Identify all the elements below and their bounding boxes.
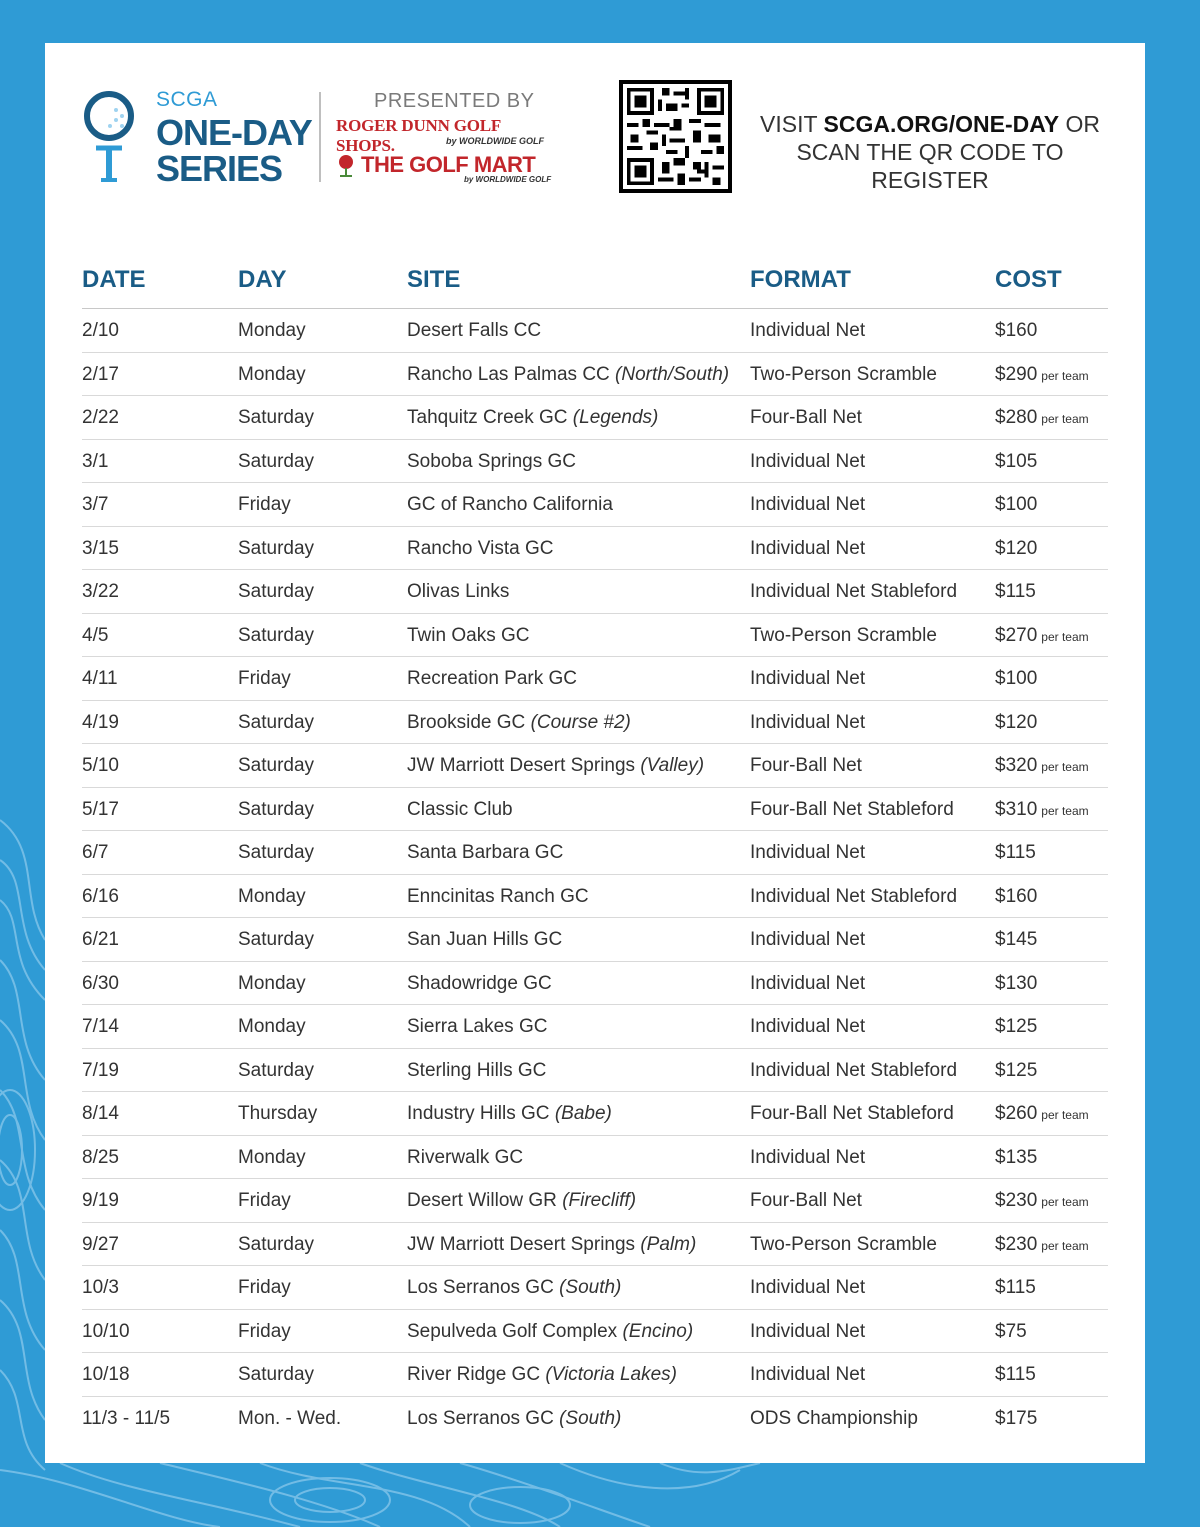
site-course: (Firecliff): [562, 1190, 637, 1211]
site-name: San Juan Hills GC: [407, 929, 563, 950]
cell-site: [407, 581, 509, 603]
cost-value: $230: [995, 1190, 1038, 1211]
cell-cost: [995, 1016, 1037, 1038]
table-row: [82, 1136, 1108, 1180]
cell-day: Saturday: [238, 450, 315, 472]
register-url-link[interactable]: SCGA.ORG/ONE-DAY: [823, 111, 1060, 137]
site-name: Sterling Hills GC: [407, 1059, 547, 1081]
header-format: FORMAT: [750, 266, 851, 293]
cell-site: [407, 1060, 546, 1082]
cost-value: $125: [995, 1016, 1038, 1037]
cost-value: $130: [995, 972, 1038, 994]
site-course: (Babe): [554, 1103, 612, 1124]
cell-site: [407, 1016, 547, 1038]
cell-day: Friday: [238, 494, 291, 515]
cell-site: [407, 538, 553, 560]
site-name: JW Marriott Desert Springs: [407, 1233, 636, 1255]
cell-date: 6/30: [82, 972, 119, 994]
table-row: [82, 483, 1108, 527]
site-name: Enncinitas Ranch GC: [407, 885, 589, 907]
table-row: [82, 1092, 1108, 1136]
cell-cost: [995, 929, 1037, 951]
cell-cost: [995, 842, 1036, 864]
cell-site: [407, 1103, 612, 1125]
table-row: [82, 1179, 1108, 1223]
site-name: Sierra Lakes GC: [407, 1016, 548, 1037]
cell-day: Friday: [238, 668, 291, 689]
cell-site: [407, 755, 704, 777]
site-course: (Valley): [640, 755, 705, 776]
cell-format: Individual Net Stableford: [750, 581, 958, 602]
cell-site: [407, 451, 576, 473]
cell-day: Friday: [238, 1190, 291, 1211]
cell-day: Mon. - Wed.: [238, 1407, 342, 1429]
register-line-1: [745, 110, 1115, 138]
cell-day: Monday: [238, 1016, 306, 1037]
table-row: [82, 962, 1108, 1006]
cell-cost: [995, 538, 1037, 560]
cell-cost: [995, 1060, 1037, 1082]
cell-date: 2/22: [82, 407, 119, 428]
cost-value: $310: [995, 798, 1038, 820]
table-row: [82, 1310, 1108, 1354]
cell-cost: [995, 1190, 1089, 1212]
site-name: Shadowridge GC: [407, 972, 552, 994]
cell-date: 9/27: [82, 1233, 119, 1255]
logo-scga-text: SCGA: [156, 88, 218, 111]
table-row: [82, 353, 1108, 397]
table-row: [82, 1353, 1108, 1397]
cell-format: Individual Net: [750, 1277, 866, 1298]
cell-format: Two-Person Scramble: [750, 1233, 937, 1255]
site-name: Brookside GC: [407, 711, 526, 733]
logo-series-text: SERIES: [156, 148, 283, 189]
schedule-table: [82, 262, 1108, 1439]
cell-format: Individual Net: [750, 929, 866, 950]
cost-value: $145: [995, 929, 1038, 950]
cell-date: 4/19: [82, 711, 119, 733]
table-row: [82, 614, 1108, 658]
register-qr-code[interactable]: [619, 80, 732, 193]
cell-day: Saturday: [238, 1364, 315, 1385]
cost-value: $115: [995, 581, 1036, 602]
cell-cost: [995, 320, 1037, 342]
cell-day: Monday: [238, 320, 306, 341]
site-name: Santa Barbara GC: [407, 842, 564, 863]
cell-cost: [995, 407, 1089, 429]
cell-day: Saturday: [238, 407, 315, 428]
cost-value: $320: [995, 755, 1038, 776]
table-row: [82, 701, 1108, 745]
cell-format: Individual Net: [750, 494, 866, 515]
site-course: (Course #2): [530, 711, 631, 733]
table-row: [82, 570, 1108, 614]
cell-day: Saturday: [238, 929, 315, 950]
cell-format: Individual Net Stableford: [750, 1059, 958, 1081]
scga-one-day-logo: [82, 86, 322, 189]
site-name: Riverwalk GC: [407, 1146, 524, 1168]
cell-day: Saturday: [238, 755, 315, 776]
table-row: [82, 918, 1108, 962]
site-course: (Palm): [640, 1233, 697, 1255]
per-team-label: per team: [1041, 412, 1089, 426]
cell-site: [407, 364, 729, 386]
cell-cost: [995, 1103, 1089, 1125]
golf-mart-flag-icon: [336, 154, 356, 178]
cell-format: Individual Net: [750, 1146, 866, 1168]
cost-value: $115: [995, 1364, 1036, 1385]
cell-date: 5/17: [82, 798, 119, 820]
site-name: Los Serranos GC: [407, 1407, 554, 1429]
cell-day: Monday: [238, 885, 306, 907]
register-instructions: [745, 110, 1115, 194]
cost-value: $120: [995, 537, 1038, 559]
cell-date: 10/18: [82, 1364, 130, 1385]
site-name: River Ridge GC: [407, 1364, 541, 1385]
cell-day: Saturday: [238, 842, 315, 863]
cell-day: Monday: [238, 363, 306, 385]
cell-cost: [995, 668, 1037, 690]
site-name: Classic Club: [407, 798, 513, 820]
cell-cost: [995, 712, 1037, 734]
cell-format: Four-Ball Net Stableford: [750, 1103, 954, 1124]
table-row: [82, 309, 1108, 353]
site-name: Los Serranos GC: [407, 1277, 554, 1298]
cell-cost: [995, 625, 1089, 647]
cell-day: Thursday: [238, 1103, 318, 1124]
cost-value: $135: [995, 1146, 1038, 1168]
cell-format: Two-Person Scramble: [750, 624, 937, 646]
header-divider: [319, 92, 321, 182]
cell-day: Monday: [238, 1146, 306, 1168]
site-course: (North/South): [615, 363, 730, 385]
cell-site: [407, 1408, 621, 1430]
cell-date: 5/10: [82, 755, 119, 776]
table-row: [82, 1397, 1108, 1440]
cell-format: Individual Net Stableford: [750, 885, 958, 907]
cell-date: 6/21: [82, 929, 119, 950]
cell-date: 6/7: [82, 842, 109, 863]
visit-prefix: VISIT: [760, 111, 824, 137]
cell-date: 3/22: [82, 581, 119, 602]
site-course: (Victoria Lakes): [545, 1364, 677, 1385]
cell-cost: [995, 1234, 1089, 1256]
table-row: [82, 1005, 1108, 1049]
cell-cost: [995, 1408, 1037, 1430]
cell-site: [407, 1190, 636, 1212]
cell-format: Individual Net: [750, 842, 866, 863]
cell-date: 2/10: [82, 320, 119, 341]
roger-dunn-byline: by WORLDWIDE GOLF: [446, 136, 544, 146]
golf-mart-logo: THE GOLF MART: [361, 152, 536, 177]
header-site: SITE: [407, 266, 461, 293]
site-course: (South): [559, 1277, 622, 1298]
register-line-2: SCAN THE QR CODE TO REGISTER: [796, 139, 1064, 193]
cell-cost: [995, 886, 1037, 908]
cell-day: Saturday: [238, 711, 315, 733]
cost-value: $100: [995, 494, 1038, 515]
golf-mart-byline: by WORLDWIDE GOLF: [464, 175, 552, 184]
table-row: [82, 744, 1108, 788]
cell-site: [407, 799, 513, 821]
presented-by-label: PRESENTED BY: [374, 90, 535, 112]
header-day: DAY: [238, 266, 287, 293]
cell-site: [407, 973, 552, 995]
cost-value: $160: [995, 320, 1038, 341]
site-name: Soboba Springs GC: [407, 450, 576, 472]
cell-site: [407, 668, 577, 690]
cell-date: 8/14: [82, 1103, 119, 1124]
table-header-row: [82, 262, 1108, 309]
cell-date: 10/10: [82, 1320, 130, 1342]
cell-cost: [995, 494, 1037, 516]
cell-site: [407, 842, 563, 864]
table-row: [82, 396, 1108, 440]
logo-one-day-text: ONE-DAY: [156, 112, 312, 153]
cell-date: 3/7: [82, 494, 109, 515]
site-name: Twin Oaks GC: [407, 624, 530, 646]
site-name: Desert Falls CC: [407, 320, 542, 341]
cell-format: Individual Net: [750, 972, 866, 994]
cell-site: [407, 320, 541, 342]
table-row: [82, 788, 1108, 832]
cell-day: Saturday: [238, 537, 315, 559]
cell-format: Four-Ball Net: [750, 1190, 862, 1211]
site-course: (Legends): [572, 407, 659, 428]
cell-cost: [995, 1277, 1036, 1299]
cell-day: Friday: [238, 1320, 291, 1342]
cell-site: [407, 625, 529, 647]
cell-date: 10/3: [82, 1277, 119, 1298]
cell-site: [407, 1321, 693, 1343]
table-body: [82, 309, 1108, 1439]
per-team-label: per team: [1041, 1108, 1089, 1122]
table-row: [82, 1049, 1108, 1093]
cell-format: Individual Net: [750, 320, 866, 341]
cell-cost: [995, 451, 1037, 473]
table-row: [82, 831, 1108, 875]
per-team-label: per team: [1041, 1238, 1089, 1253]
site-name: JW Marriott Desert Springs: [407, 755, 636, 776]
cost-value: $75: [995, 1320, 1027, 1342]
header-cost: COST: [995, 266, 1062, 293]
table-row: [82, 440, 1108, 484]
cost-value: $105: [995, 450, 1038, 472]
site-name: Rancho Las Palmas CC: [407, 363, 610, 385]
table-row: [82, 875, 1108, 919]
cell-date: 6/16: [82, 885, 119, 907]
cost-value: $115: [995, 842, 1036, 863]
cell-day: Saturday: [238, 581, 315, 602]
cell-day: Saturday: [238, 1059, 315, 1081]
cell-format: ODS Championship: [750, 1407, 918, 1429]
visit-suffix: OR: [1059, 111, 1100, 137]
cell-site: [407, 1147, 523, 1169]
cell-cost: [995, 581, 1036, 603]
cell-site: [407, 712, 631, 734]
site-name: Olivas Links: [407, 581, 510, 602]
cell-date: 4/11: [82, 668, 118, 689]
per-team-label: per team: [1041, 1195, 1089, 1209]
cell-date: 7/19: [82, 1059, 119, 1081]
cell-site: [407, 929, 562, 951]
cost-value: $175: [995, 1407, 1038, 1429]
site-name: Sepulveda Golf Complex: [407, 1320, 618, 1342]
cost-value: $120: [995, 711, 1038, 733]
site-course: (Encino): [622, 1320, 694, 1342]
site-name: Rancho Vista GC: [407, 537, 554, 559]
table-row: [82, 1223, 1108, 1267]
sponsor-block: [336, 88, 561, 188]
per-team-label: per team: [1041, 368, 1089, 383]
per-team-label: per team: [1041, 760, 1089, 774]
site-name: Recreation Park GC: [407, 668, 578, 689]
cell-date: 3/15: [82, 537, 119, 559]
roger-dunn-logo: ROGER DUNN GOLF SHOPS.: [336, 116, 501, 155]
cell-date: 7/14: [82, 1016, 119, 1037]
cell-format: Four-Ball Net: [750, 755, 862, 776]
cell-day: Saturday: [238, 798, 315, 820]
site-course: (South): [559, 1407, 622, 1429]
cell-cost: [995, 755, 1089, 777]
cost-value: $125: [995, 1059, 1038, 1081]
cell-date: 3/1: [82, 450, 109, 472]
per-team-label: per team: [1041, 629, 1089, 644]
cell-date: 4/5: [82, 624, 109, 646]
site-name: Industry Hills GC: [407, 1103, 550, 1124]
table-row: [82, 657, 1108, 701]
table-row: [82, 1266, 1108, 1310]
golf-ball-tee-icon: [82, 86, 142, 186]
cell-site: [407, 1364, 677, 1386]
cell-date: 8/25: [82, 1146, 119, 1168]
cost-value: $280: [995, 407, 1038, 428]
cell-site: [407, 494, 613, 516]
cell-format: Individual Net: [750, 537, 866, 559]
cell-day: Saturday: [238, 624, 315, 646]
cell-site: [407, 886, 589, 908]
cell-format: Four-Ball Net: [750, 407, 862, 428]
cell-cost: [995, 1147, 1037, 1169]
cost-value: $160: [995, 885, 1038, 907]
site-name: GC of Rancho California: [407, 494, 613, 515]
cost-value: $100: [995, 668, 1038, 689]
cell-site: [407, 407, 658, 429]
cost-value: $260: [995, 1103, 1038, 1124]
site-name: Desert Willow GR: [407, 1190, 557, 1211]
cell-cost: [995, 1364, 1036, 1386]
cost-value: $290: [995, 363, 1038, 385]
cell-format: Individual Net: [750, 711, 866, 733]
per-team-label: per team: [1041, 803, 1089, 818]
cell-day: Saturday: [238, 1233, 315, 1255]
cell-format: Individual Net: [750, 1364, 866, 1385]
table-row: [82, 527, 1108, 571]
cell-cost: [995, 973, 1037, 995]
cell-date: 11/3 - 11/5: [82, 1407, 171, 1429]
cell-format: Individual Net: [750, 450, 866, 472]
cost-value: $115: [995, 1277, 1036, 1298]
cell-format: Four-Ball Net Stableford: [750, 798, 954, 820]
cell-day: Monday: [238, 972, 306, 994]
cell-date: 9/19: [82, 1190, 119, 1211]
cell-format: Two-Person Scramble: [750, 363, 937, 385]
cell-format: Individual Net: [750, 1016, 866, 1037]
cell-cost: [995, 364, 1089, 386]
cell-cost: [995, 1321, 1027, 1343]
cell-format: Individual Net: [750, 668, 866, 689]
cell-date: 2/17: [82, 363, 119, 385]
cell-site: [407, 1234, 696, 1256]
header-date: DATE: [82, 266, 146, 293]
cell-format: Individual Net: [750, 1320, 866, 1342]
cost-value: $270: [995, 624, 1038, 646]
cell-site: [407, 1277, 621, 1299]
cell-day: Friday: [238, 1277, 291, 1298]
cell-cost: [995, 799, 1089, 821]
cost-value: $230: [995, 1233, 1038, 1255]
site-name: Tahquitz Creek GC: [407, 407, 568, 428]
